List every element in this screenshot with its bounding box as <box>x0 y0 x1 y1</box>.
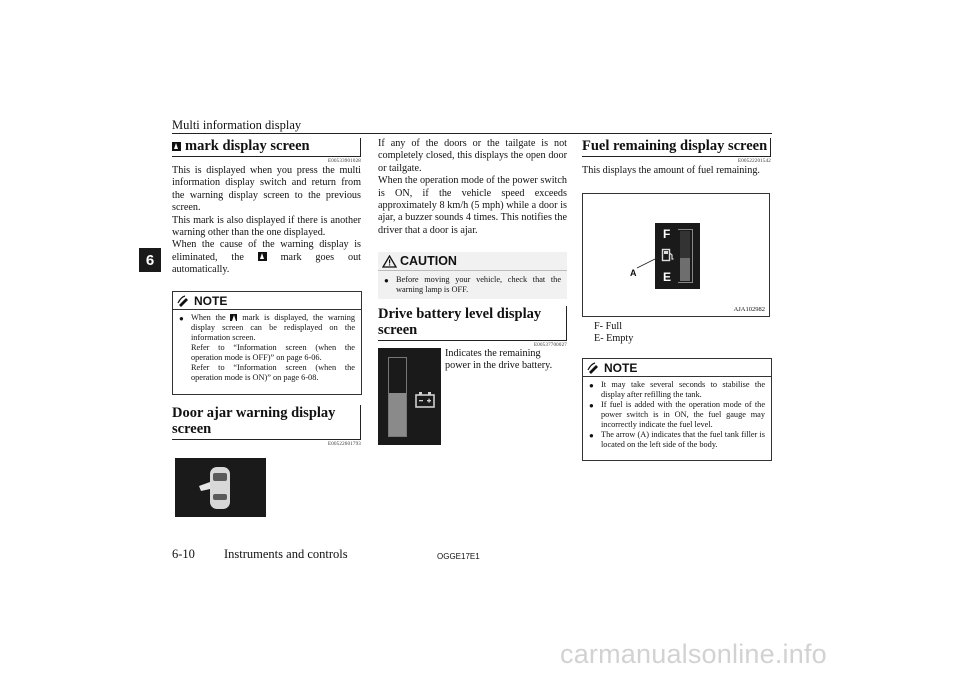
car-door-open-icon <box>175 458 266 517</box>
fuel-label-empty: E <box>663 270 672 284</box>
fuel-label-full: F <box>663 227 671 241</box>
door-ajar-display-image <box>175 458 266 517</box>
paragraph <box>172 239 361 276</box>
paragraph-text: mark goes out automatically. <box>172 251 361 276</box>
bullet-icon: ● <box>589 381 594 390</box>
fuel-filler-label: A <box>630 268 637 278</box>
note-item <box>589 380 765 400</box>
figure-code: AJA102982 <box>733 306 765 313</box>
note-item <box>589 400 765 430</box>
battery-description: Indicates the remaining power in the drive battery. <box>445 348 553 372</box>
bullet-icon: ● <box>179 314 184 323</box>
note-label: NOTE <box>604 360 638 375</box>
door-section-body <box>378 138 567 237</box>
note-header <box>173 292 361 310</box>
legend-empty: E- Empty <box>594 333 634 345</box>
note-pen-icon <box>177 295 191 307</box>
caution-triangle-icon <box>382 255 397 268</box>
heading-rule <box>172 156 361 157</box>
note-pen-icon <box>587 362 601 374</box>
paragraph-text: When the cause of the warning display is eliminated, the <box>172 239 361 263</box>
section-code: E00537700027 <box>534 343 567 348</box>
heading-rule <box>582 156 771 157</box>
caution-header <box>378 252 567 271</box>
caution-label: CAUTION <box>400 254 457 268</box>
column-left <box>172 138 361 277</box>
heading-text: Door ajar warning display <box>172 405 336 421</box>
legend-full: F- Full <box>594 321 623 332</box>
note-header <box>583 359 771 377</box>
note-box-mark <box>172 291 362 395</box>
footer-code: OGGE17E1 <box>437 552 480 561</box>
note-box-fuel <box>582 358 772 461</box>
heading-vline <box>566 306 567 340</box>
caution-box <box>378 252 567 299</box>
heading-vline <box>360 405 361 439</box>
section-heading-door-ajar <box>172 405 361 437</box>
fuel-legend <box>594 321 764 346</box>
warning-mark-icon <box>258 252 267 261</box>
fuel-description: This displays the amount of fuel remaining. <box>582 165 760 176</box>
fuel-gauge-fill <box>680 258 690 281</box>
battery-gauge-fill <box>389 393 406 436</box>
warning-mark-icon <box>230 314 237 321</box>
section-heading-mark-display <box>172 138 361 156</box>
battery-section <box>378 306 567 348</box>
heading-text: Fuel remaining display screen <box>582 138 768 154</box>
column-middle <box>378 138 567 237</box>
heading-text: screen <box>172 421 212 437</box>
battery-display-image <box>378 348 441 445</box>
section-code: E00533901028 <box>328 159 361 164</box>
heading-vline <box>360 138 361 156</box>
heading-text: screen <box>378 322 418 338</box>
note-item <box>589 430 765 450</box>
heading-text: Drive battery level display <box>378 306 542 322</box>
bullet-icon: ● <box>589 401 594 410</box>
heading-text: mark display screen <box>185 138 310 154</box>
section-heading-fuel <box>582 138 771 156</box>
heading-vline <box>770 138 771 156</box>
section-code: E00522201542 <box>738 159 771 164</box>
note-text: Refer to “Information screen (when the operation mode is OFF)” on page 6-06. <box>191 343 355 362</box>
heading-rule <box>378 340 567 341</box>
fuel-pump-icon <box>661 248 675 262</box>
note-text: When the <box>191 313 226 322</box>
note-list <box>173 310 361 387</box>
note-text: Refer to “Information screen (when the operation mode is ON)” on page 6-08. <box>191 363 355 382</box>
bullet-icon: ● <box>384 276 389 285</box>
paragraph: If any of the doors or the tailgate is not completely closed, this displays the open door or tailgate. <box>378 138 567 174</box>
caution-text: Before moving your vehicle, check that the warning lamp is OFF. <box>396 275 561 294</box>
heading-rule <box>172 439 361 440</box>
warning-mark-icon <box>172 142 181 151</box>
section-code: E00522601793 <box>328 442 361 447</box>
bullet-icon: ● <box>589 431 594 440</box>
note-text: The arrow (A) indicates that the fuel tank filler is located on the left side of the body. <box>601 430 765 449</box>
section-body <box>172 165 361 277</box>
column-right <box>582 138 771 177</box>
watermark: carmanualsonline.info <box>560 639 827 669</box>
caution-item <box>378 271 567 299</box>
battery-icon <box>414 390 438 410</box>
note-list <box>583 377 771 454</box>
fuel-figure <box>582 193 770 317</box>
note-text: mark is displayed, the warning display screen can be redisplayed on the information screen. <box>191 313 356 342</box>
fuel-filler-arrow-icon <box>635 254 663 270</box>
paragraph: This is displayed when you press the multi information display switch and return from the warning display screen to the previous screen. <box>172 165 361 214</box>
note-item <box>179 313 355 383</box>
page-header-title: Multi information display <box>172 118 302 132</box>
footer-page-number: 6-10 <box>172 547 195 561</box>
note-text: If fuel is added with the operation mode of the power switch is in ON, the fuel gauge may incorrectly indicate the fuel level. <box>601 400 765 429</box>
paragraph: When the operation mode of the power switch is ON, if the vehicle speed exceeds approximately 8 km/h (5 mph) while a door is ajar, a buzzer sounds 4 times. This notifies the driver that a door is ajar. <box>378 175 567 236</box>
note-label: NOTE <box>194 293 228 308</box>
note-text: It may take several seconds to stabilise the display after refilling the tank. <box>601 380 765 399</box>
paragraph: This mark is also displayed if there is another warning other than the one displayed. <box>172 214 361 239</box>
note-item-text <box>191 313 355 383</box>
door-section <box>172 405 361 447</box>
chapter-tab: 6 <box>139 248 161 272</box>
section-heading-battery <box>378 306 567 338</box>
footer-section: Instruments and controls <box>224 547 348 561</box>
header-rule <box>172 133 772 134</box>
